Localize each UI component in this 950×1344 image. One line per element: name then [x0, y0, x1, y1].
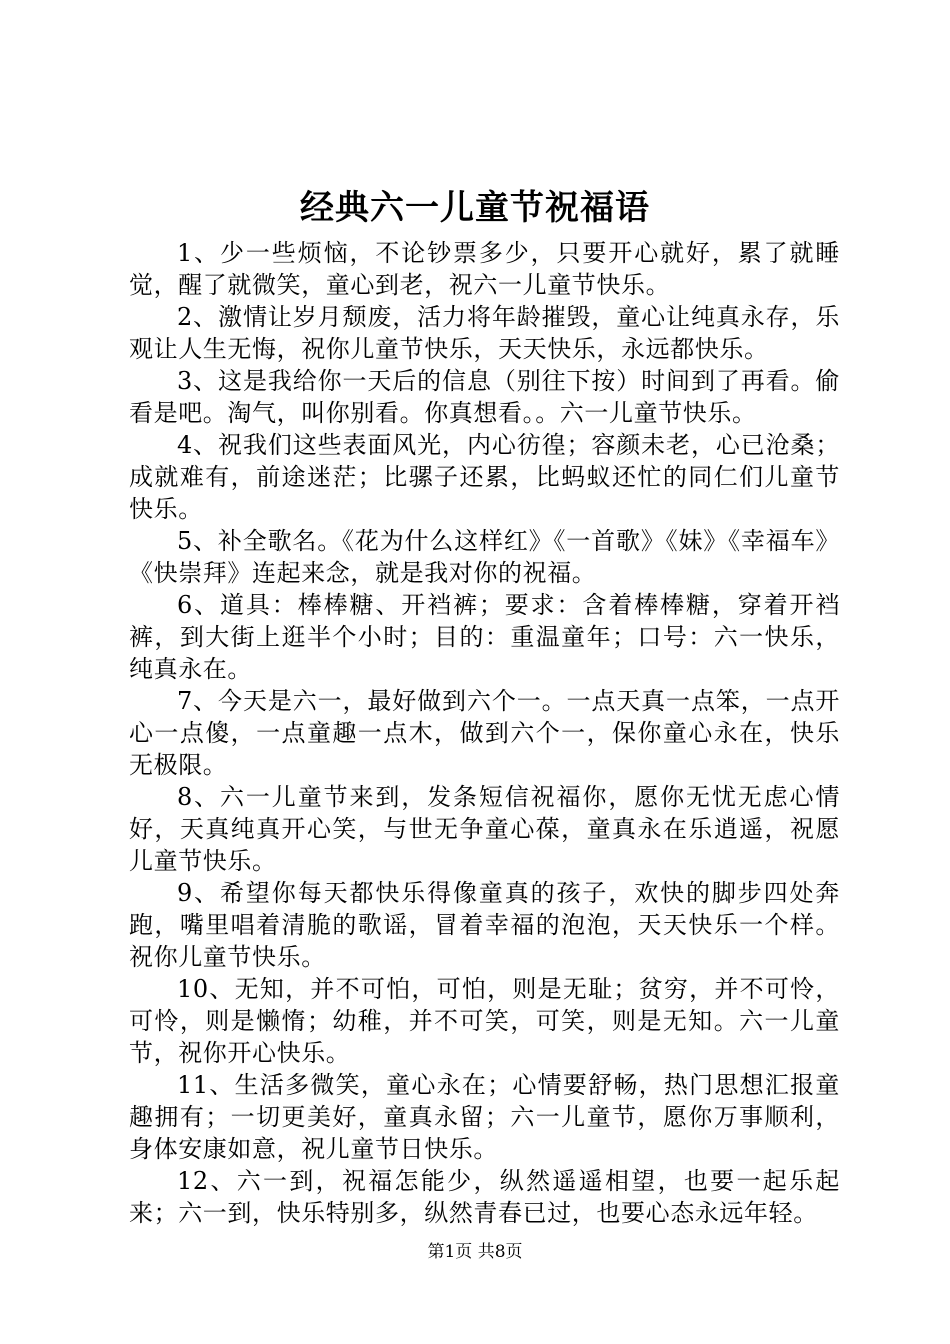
paragraph-12: 12、六一到，祝福怎能少，纵然遥遥相望，也要一起乐起来；六一到，快乐特别多，纵然青春已过，也要心态永远年轻。	[129, 1167, 840, 1227]
paragraph-3: 3、这是我给你一天后的信息（别往下按）时间到了再看。偷看是吧。淘气，叫你别看。你真想看。。六一儿童节快乐。	[129, 367, 840, 427]
paragraph-2: 2、激情让岁月颓废，活力将年龄摧毁，童心让纯真永存，乐观让人生无悔，祝你儿童节快乐，天天快乐，永远都快乐。	[129, 303, 840, 363]
paragraph-10: 10、无知，并不可怕，可怕，则是无耻；贫穷，并不可怜，可怜，则是懒惰；幼稚，并不可笑，可笑，则是无知。六一儿童节，祝你开心快乐。	[129, 975, 840, 1067]
document-title: 经典六一儿童节祝福语	[300, 188, 650, 228]
paragraph-4: 4、祝我们这些表面风光，内心彷徨；容颜未老，心已沧桑；成就难有，前途迷茫；比骡子还累，比蚂蚁还忙的同仁们儿童节快乐。	[129, 431, 840, 523]
paragraph-9: 9、希望你每天都快乐得像童真的孩子，欢快的脚步四处奔跑，嘴里唱着清脆的歌谣，冒着幸福的泡泡，天天快乐一个样。祝你儿童节快乐。	[129, 879, 840, 971]
paragraph-1: 1、少一些烦恼，不论钞票多少，只要开心就好，累了就睡觉，醒了就微笑，童心到老，祝六一儿童节快乐。	[129, 239, 840, 299]
paragraph-5: 5、补全歌名。《花为什么这样红》《一首歌》《妹》《幸福车》《快崇拜》连起来念，就是我对你的祝福。	[129, 527, 840, 587]
paragraph-11: 11、生活多微笑，童心永在；心情要舒畅，热门思想汇报童趣拥有；一切更美好，童真永留；六一儿童节，愿你万事顺利，身体安康如意，祝儿童节日快乐。	[129, 1071, 840, 1163]
page-footer: 第1页 共8页	[427, 1242, 523, 1262]
paragraph-7: 7、今天是六一，最好做到六个一。一点天真一点笨，一点开心一点傻，一点童趣一点木，做到六个一，保你童心永在，快乐无极限。	[129, 687, 840, 779]
paragraph-6: 6、道具：棒棒糖、开裆裤；要求：含着棒棒糖，穿着开裆裤，到大街上逛半个小时；目的：重温童年；口号：六一快乐，纯真永在。	[129, 591, 840, 683]
document-body	[129, 237, 840, 1229]
paragraph-8: 8、六一儿童节来到，发条短信祝福你，愿你无忧无虑心情好，天真纯真开心笑，与世无争童心葆，童真永在乐逍遥，祝愿儿童节快乐。	[129, 783, 840, 875]
